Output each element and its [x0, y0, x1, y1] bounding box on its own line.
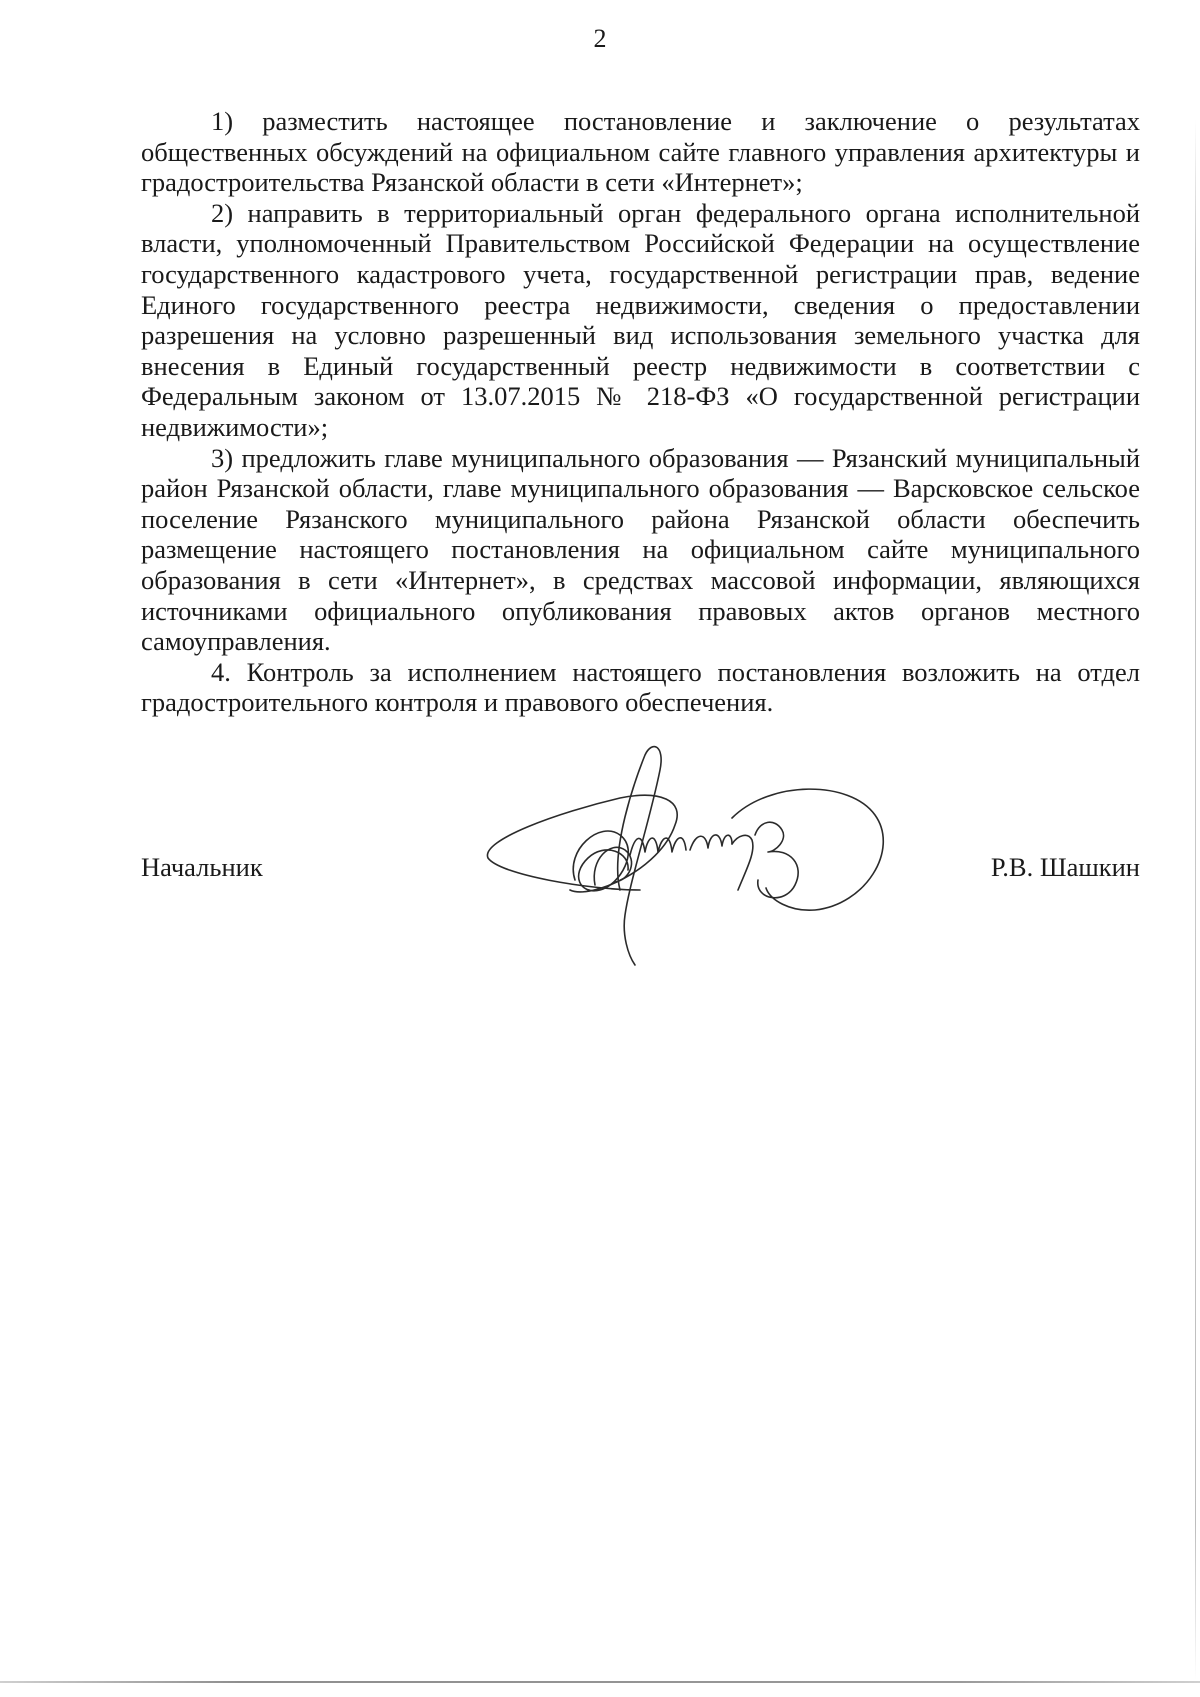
paragraph-item-2: 2) направить в территориальный орган федерального органа исполнительной власти, уполномоченный Правительством Российской Федерации на осуществление государственного кадастрового учета, государственной регистрации прав, ведение Единого государственного реестра недвижимости, сведения о предоставлении разрешения на условно разрешенный вид использования земельного участка для внесения в Единый государственный реестр недвижимости в соответствии с Федеральным законом от 13.07.2015 № 218-ФЗ «О государственной регистрации недвижимости»;: [141, 197, 1140, 442]
signature-block: [141, 852, 1140, 886]
page-number: 2: [593, 24, 607, 53]
scan-edge-bottom: [0, 1681, 1200, 1683]
signatory-name: Р.В. Шашкин: [990, 852, 1140, 882]
paragraph-item-4: 4. Контроль за исполнением настоящего постановления возложить на отдел градостроительного контроля и правового обеспечения.: [141, 656, 1140, 718]
paragraph-item-1: 1) разместить настоящее постановление и заключение о результатах общественных обсуждений на официальном сайте главного управления архитектуры и градостроительства Рязанской области в сети «Интернет»;: [141, 106, 1140, 198]
paragraph-item-3: 3) предложить главе муниципального образования — Рязанский муниципальный район Рязанской области, главе муниципального образования — Варсковское сельское поселение Рязанского муниципального района Рязанской области обеспечить размещение настоящего постановления на официальном сайте муниципального образования в сети «Интернет», в средствах массовой информации, являющихся источниками официального опубликования правовых актов органов местного самоуправления.: [141, 442, 1140, 657]
signatory-position: Начальник: [141, 852, 263, 882]
document-body: [141, 106, 1140, 718]
scan-edge-right: [1195, 120, 1196, 1680]
